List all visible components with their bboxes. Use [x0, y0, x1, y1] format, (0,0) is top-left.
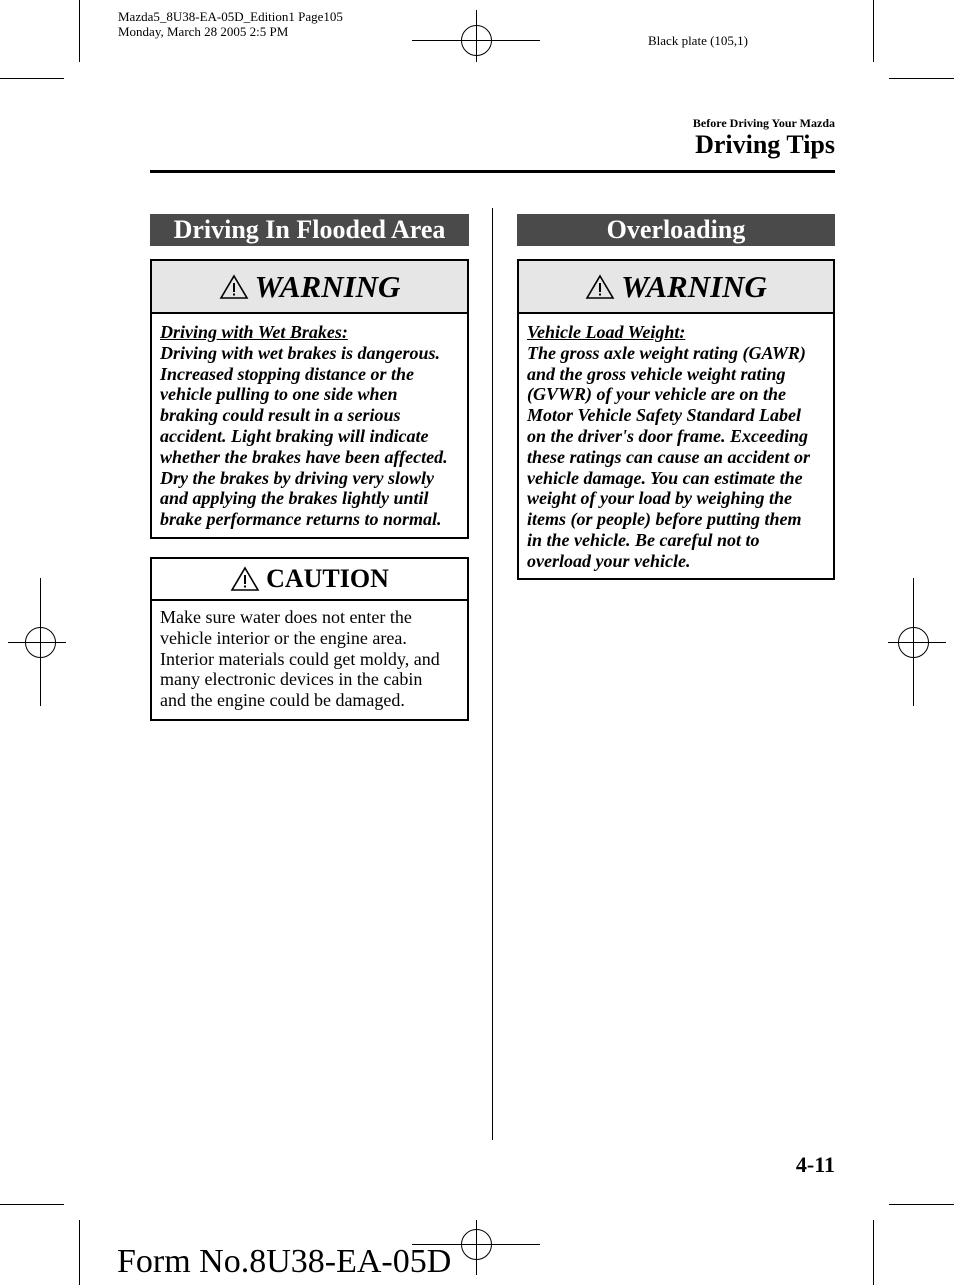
form-number: Form No.8U38-EA-05D — [117, 1243, 452, 1280]
warning-triangle-icon — [585, 274, 615, 300]
warning-label: WARNING — [254, 268, 401, 304]
warning-line: whether the brakes have been affected. — [160, 446, 448, 467]
warning-line: (GVWR) of your vehicle are on the — [527, 384, 786, 405]
warning-line: accident. Light braking will indicate — [160, 425, 429, 446]
caution-line: vehicle interior or the engine area. — [160, 627, 407, 648]
warning-line: Dry the brakes by driving very slowly — [160, 467, 434, 488]
warning-line: vehicle pulling to one side when — [160, 384, 398, 405]
page-number: 4-11 — [795, 1152, 835, 1177]
warning-line: these ratings can cause an accident or — [527, 446, 811, 467]
caution-body — [152, 601, 467, 719]
caution-label: CAUTION — [266, 564, 389, 593]
section-banner-flooded-area: Driving In Flooded Area — [150, 214, 469, 246]
warning-line: and the gross vehicle weight rating — [527, 363, 786, 384]
warning-header — [152, 261, 467, 314]
warning-subtitle: Vehicle Load Weight: — [527, 322, 686, 342]
warning-line: items (or people) before putting them — [527, 509, 802, 530]
warning-line: Increased stopping distance or the — [160, 363, 415, 384]
header-rule — [150, 170, 835, 173]
caution-line: many electronic devices in the cabin — [160, 669, 423, 690]
warning-triangle-icon — [230, 566, 260, 592]
warning-line: brake performance returns to normal. — [160, 509, 442, 530]
print-file-info — [118, 9, 343, 39]
caution-line: Interior materials could get moldy, and — [160, 648, 440, 669]
caution-header — [152, 559, 467, 601]
plate-label: Black plate (105,1) — [648, 33, 748, 48]
warning-line: vehicle damage. You can estimate the — [527, 467, 803, 488]
warning-line: weight of your load by weighing the — [527, 488, 793, 509]
warning-label: WARNING — [621, 268, 767, 304]
column-divider — [492, 208, 493, 1140]
warning-line: braking could result in a serious — [160, 405, 401, 426]
print-date-line: Monday, March 28 2005 2:5 PM — [118, 24, 289, 39]
caution-line: Make sure water does not enter the — [160, 607, 412, 627]
section-label: Before Driving Your Mazda — [692, 116, 835, 130]
caution-box-water — [150, 557, 469, 721]
warning-header — [519, 261, 833, 314]
warning-line: Driving with wet brakes is dangerous. — [160, 342, 441, 363]
warning-line: overload your vehicle. — [527, 550, 691, 571]
caution-line: and the engine could be damaged. — [160, 690, 405, 711]
warning-body — [152, 314, 467, 538]
warning-line: on the driver's door frame. Exceeding — [527, 425, 808, 446]
warning-box-load-weight — [517, 259, 835, 580]
warning-line: Motor Vehicle Safety Standard Label — [527, 405, 801, 426]
warning-body — [519, 314, 833, 580]
warning-triangle-icon — [219, 274, 249, 300]
section-banner-overloading: Overloading — [517, 214, 835, 246]
page-title: Driving Tips — [695, 130, 835, 159]
warning-box-wet-brakes — [150, 259, 469, 539]
warning-line: in the vehicle. Be careful not to — [527, 529, 760, 550]
warning-subtitle: Driving with Wet Brakes: — [160, 322, 348, 342]
warning-line: The gross axle weight rating (GAWR) — [527, 342, 806, 363]
print-file-line: Mazda5_8U38-EA-05D_Edition1 Page105 — [118, 9, 343, 24]
warning-line: and applying the brakes lightly until — [160, 488, 429, 509]
